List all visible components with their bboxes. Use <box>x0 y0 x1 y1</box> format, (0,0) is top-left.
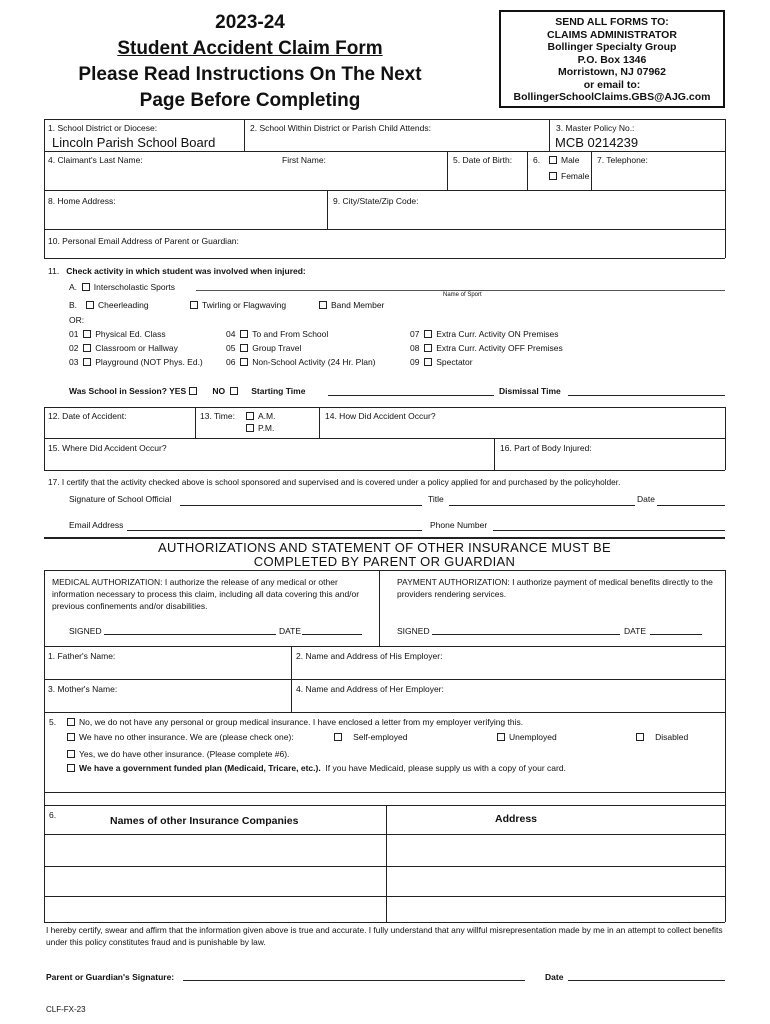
male-option[interactable] <box>549 155 579 165</box>
first-name-label: First Name: <box>282 155 326 165</box>
activity-checkbox-05[interactable] <box>240 344 248 352</box>
last-name-label: 4. Claimant's Last Name: <box>48 155 143 165</box>
official-phone-label: Phone Number <box>430 520 488 530</box>
q6-number: 6. <box>49 810 57 820</box>
send-line-1: SEND ALL FORMS TO: <box>555 16 669 28</box>
payment-signed-label: SIGNED <box>397 626 430 636</box>
last-name-field[interactable] <box>48 167 278 187</box>
or-label: OR: <box>69 315 85 325</box>
parent-date-label: Date <box>545 972 564 982</box>
sport-name-line[interactable] <box>196 290 725 291</box>
pm-option[interactable] <box>246 423 274 433</box>
instructions-line-1: Please Read Instructions On The Next <box>78 64 422 85</box>
official-email-field[interactable] <box>127 530 422 531</box>
father-name-label: 1. Father's Name: <box>48 651 116 661</box>
activity-item-09[interactable] <box>410 357 473 367</box>
form-code: CLF-FX-23 <box>46 1005 86 1014</box>
insurance-name-row-2[interactable] <box>48 869 382 893</box>
form-title: Student Accident Claim Form <box>117 38 383 59</box>
male-label: Male <box>561 155 580 165</box>
item-number: 02 <box>69 343 79 353</box>
gov-plan-checkbox[interactable] <box>67 764 75 772</box>
item-number: 09 <box>410 357 420 367</box>
official-email-label: Email Address <box>69 520 124 530</box>
gov-plan-option[interactable] <box>67 763 566 773</box>
session-row <box>69 386 305 396</box>
body-part-field[interactable] <box>500 454 721 468</box>
am-option[interactable] <box>246 411 275 421</box>
where-accident-field[interactable] <box>48 454 488 468</box>
gov-plan-label: We have a government funded plan (Medicaid, Tricare, etc.). <box>79 763 321 773</box>
am-label: A.M. <box>258 411 276 421</box>
claims-email[interactable]: BollingerSchoolClaims.GBS@AJG.com <box>513 91 711 103</box>
item-number: 05 <box>226 343 236 353</box>
city-state-zip-field[interactable] <box>333 208 721 226</box>
item-number: 06 <box>226 357 236 367</box>
father-employer-label: 2. Name and Address of His Employer: <box>296 651 443 661</box>
auth-heading-line-2: COMPLETED BY PARENT OR GUARDIAN <box>253 554 516 569</box>
telephone-field[interactable] <box>597 167 721 187</box>
official-date-label: Date <box>637 494 655 504</box>
master-policy-field[interactable]: MCB 0214239 <box>555 135 639 150</box>
father-name-field[interactable] <box>48 662 286 676</box>
accident-date-label: 12. Date of Accident: <box>48 411 127 421</box>
fraud-certification: I hereby certify, swear and affirm that the information given above is true and accurate. I fully understand that any willful misrepresentation made by me in an attempt to collect benefits under this policy constitutes fraud and is punishable by law. <box>46 925 723 947</box>
dismissal-time-label: Dismissal Time <box>499 386 561 396</box>
mother-employer-label: 4. Name and Address of Her Employer: <box>296 684 444 694</box>
activity-item-08[interactable] <box>410 343 563 353</box>
mother-name-label: 3. Mother's Name: <box>48 684 118 694</box>
send-forms-box <box>499 10 725 108</box>
parent-email-field[interactable] <box>280 232 720 252</box>
send-line-6: or email to: <box>583 78 641 91</box>
certification-17: 17. I certify that the activity checked above is school sponsored and supervised and is covered under a policy applied for and purchased by the policyholder. <box>48 477 621 487</box>
dob-field[interactable] <box>453 167 523 187</box>
insurance-name-row-1[interactable] <box>48 838 382 863</box>
father-employer-field[interactable] <box>296 662 721 676</box>
activity-label: Non-School Activity (24 Hr. Plan) <box>252 357 376 367</box>
activity-item-01[interactable] <box>69 329 166 339</box>
option-b-letter: B. <box>69 300 78 310</box>
school-attends-field[interactable] <box>250 133 545 149</box>
item-number: 03 <box>69 357 79 367</box>
item-number: 07 <box>410 329 420 339</box>
how-accident-label: 14. How Did Accident Occur? <box>325 411 436 421</box>
item-number: 01 <box>69 329 79 339</box>
accident-time-label: 13. Time: <box>200 411 235 421</box>
no-insurance-option[interactable] <box>67 717 523 727</box>
activity-section <box>48 266 306 276</box>
item-number: 04 <box>226 329 236 339</box>
yes-other-insurance-checkbox[interactable] <box>67 750 75 758</box>
activity-label: Physical Ed. Class <box>95 329 166 339</box>
payment-signed-field[interactable] <box>432 634 620 635</box>
payment-authorization-text: PAYMENT AUTHORIZATION: I authorize payment of medical benefits directly to the providers rendering services. <box>397 577 713 599</box>
telephone-label: 7. Telephone: <box>597 155 648 165</box>
starting-time-field[interactable] <box>328 395 494 396</box>
activity-label: Classroom or Hallway <box>95 343 178 353</box>
no-insurance-checkbox[interactable] <box>67 718 75 726</box>
activity-checkbox-01[interactable] <box>83 330 91 338</box>
activity-item-04[interactable] <box>226 329 328 339</box>
unemployed-option[interactable] <box>497 732 557 742</box>
band-option[interactable] <box>319 300 384 310</box>
insurance-address-row-3[interactable] <box>390 899 721 919</box>
dob-label: 5. Date of Birth: <box>453 155 513 165</box>
medical-date-field[interactable] <box>302 634 362 635</box>
activity-item-06[interactable] <box>226 357 376 367</box>
form-year: 2023-24 <box>215 12 285 33</box>
dismissal-time-field[interactable] <box>568 395 725 396</box>
school-official-sig-label: Signature of School Official <box>69 494 172 504</box>
activity-item-03[interactable] <box>69 357 203 367</box>
school-official-sig-field[interactable] <box>180 505 422 506</box>
activity-item-05[interactable] <box>226 343 301 353</box>
school-district-field[interactable]: Lincoln Parish School Board <box>52 135 216 150</box>
insurance-names-header: Names of other Insurance Companies <box>110 815 299 827</box>
activity-item-07[interactable] <box>410 329 559 339</box>
activity-label: Spectator <box>436 357 473 367</box>
payment-date-label: DATE <box>624 626 647 636</box>
starting-time-label: Starting Time <box>251 386 306 396</box>
activity-checkbox-02[interactable] <box>83 344 91 352</box>
body-part-label: 16. Part of Body Injured: <box>500 443 592 453</box>
master-policy-label: 3. Master Policy No.: <box>556 123 635 133</box>
medicaid-note: If you have Medicaid, please supply us with a copy of your card. <box>325 763 566 773</box>
activity-checkbox-06[interactable] <box>240 358 248 366</box>
interscholastic-label: Interscholastic Sports <box>93 282 176 292</box>
cheerleading-option[interactable] <box>86 300 149 310</box>
unemployed-label: Unemployed <box>509 732 557 742</box>
parent-signature-label: Parent or Guardian's Signature: <box>46 972 175 982</box>
activity-label: Extra Curr. Activity ON Premises <box>436 329 559 339</box>
school-district-label: 1. School District or Diocese: <box>48 123 158 133</box>
send-line-3: Bollinger Specialty Group <box>547 41 677 53</box>
form-header <box>30 10 470 114</box>
official-phone-field[interactable] <box>493 530 725 531</box>
activity-label: To and From School <box>252 329 329 339</box>
twirling-checkbox[interactable] <box>190 301 198 309</box>
gender-label: 6. <box>533 155 541 165</box>
twirling-label: Twirling or Flagwaving <box>202 300 287 310</box>
school-attends-label: 2. School Within District or Parish Child Attends: <box>250 123 431 133</box>
band-checkbox[interactable] <box>319 301 327 309</box>
send-line-5: Morristown, NJ 07962 <box>558 66 666 78</box>
parent-email-label: 10. Personal Email Address of Parent or Guardian: <box>48 236 239 246</box>
interscholastic-checkbox[interactable] <box>82 283 90 291</box>
pm-checkbox[interactable] <box>246 424 254 432</box>
medical-authorization-text: MEDICAL AUTHORIZATION: I authorize the release of any medical or other information necessary to process this claim, including all data covering this and/or previous confinements and/or disabilities. <box>52 577 360 611</box>
parent-date-field[interactable] <box>568 980 725 981</box>
insurance-name-row-3[interactable] <box>48 899 382 919</box>
pm-label: P.M. <box>258 423 275 433</box>
payment-date-field[interactable] <box>650 634 702 635</box>
female-option[interactable] <box>549 171 589 181</box>
official-title-field[interactable] <box>449 505 635 506</box>
self-employed-checkbox[interactable] <box>334 733 342 741</box>
name-of-sport-caption: Name of Sport <box>443 292 482 298</box>
insurance-address-row-1[interactable] <box>390 838 721 863</box>
activity-label: Extra Curr. Activity OFF Premises <box>436 343 563 353</box>
mother-employer-field[interactable] <box>296 695 721 709</box>
no-other-insurance-checkbox[interactable] <box>67 733 75 741</box>
option-a[interactable] <box>69 282 175 292</box>
no-other-insurance-label: We have no other insurance. We are (please check one): <box>79 732 294 742</box>
medical-signed-label: SIGNED <box>69 626 102 636</box>
cheerleading-label: Cheerleading <box>98 300 149 310</box>
no-other-insurance-option[interactable] <box>67 732 294 742</box>
band-label: Band Member <box>331 300 385 310</box>
option-a-letter: A. <box>69 282 78 292</box>
accident-date-field[interactable] <box>48 422 191 436</box>
am-checkbox[interactable] <box>246 412 254 420</box>
insurance-address-header: Address <box>495 813 538 825</box>
how-accident-field[interactable] <box>325 422 721 436</box>
insurance-address-row-2[interactable] <box>390 869 721 893</box>
unemployed-checkbox[interactable] <box>497 733 505 741</box>
yes-other-insurance-label: Yes, we do have other insurance. (Please complete #6). <box>79 749 290 759</box>
instructions-line-2: Page Before Completing <box>139 90 361 111</box>
home-address-label: 8. Home Address: <box>48 196 116 206</box>
where-accident-label: 15. Where Did Accident Occur? <box>48 443 167 453</box>
session-no-label: NO <box>212 386 226 396</box>
self-employed-option[interactable] <box>334 732 407 742</box>
disabled-label: Disabled <box>655 732 689 742</box>
cheerleading-checkbox[interactable] <box>86 301 94 309</box>
activity-checkbox-03[interactable] <box>83 358 91 366</box>
mother-name-field[interactable] <box>48 695 286 709</box>
activity-checkbox-04[interactable] <box>240 330 248 338</box>
session-yes-checkbox[interactable] <box>189 387 197 395</box>
yes-other-insurance-option[interactable] <box>67 749 289 759</box>
q5-number: 5. <box>49 717 57 727</box>
male-checkbox[interactable] <box>549 156 557 164</box>
twirling-option[interactable] <box>190 300 286 310</box>
female-checkbox[interactable] <box>549 172 557 180</box>
first-name-field[interactable] <box>282 167 442 187</box>
medical-date-label: DATE <box>279 626 302 636</box>
activity-label: Group Travel <box>252 343 302 353</box>
female-label: Female <box>561 171 590 181</box>
medical-signed-field[interactable] <box>104 634 276 635</box>
official-title-label: Title <box>428 494 444 504</box>
auth-heading <box>44 541 725 569</box>
activity-item-02[interactable] <box>69 343 178 353</box>
send-line-2: CLAIMS ADMINISTRATOR <box>547 28 677 41</box>
auth-heading-line-1: AUTHORIZATIONS AND STATEMENT OF OTHER INSURANCE MUST BE <box>158 540 611 555</box>
session-question: Was School in Session? YES <box>69 386 187 396</box>
session-no-checkbox[interactable] <box>230 387 238 395</box>
activity-checkbox-09[interactable] <box>424 358 432 366</box>
self-employed-label: Self-employed <box>353 732 408 742</box>
activity-number: 11. <box>48 266 60 276</box>
send-line-4: P.O. Box 1346 <box>577 53 647 66</box>
home-address-field[interactable] <box>48 208 323 226</box>
item-number: 08 <box>410 343 420 353</box>
activity-checkbox-08[interactable] <box>424 344 432 352</box>
activity-heading: Check activity in which student was involved when injured: <box>66 266 306 276</box>
no-insurance-label: No, we do not have any personal or group medical insurance. I have enclosed a letter from my employer verifying this. <box>79 717 524 727</box>
city-state-zip-label: 9. City/State/Zip Code: <box>333 196 419 206</box>
activity-label: Playground (NOT Phys. Ed.) <box>95 357 203 367</box>
parent-signature-field[interactable] <box>183 980 525 981</box>
disabled-checkbox[interactable] <box>636 733 644 741</box>
official-date-field[interactable] <box>657 505 725 506</box>
disabled-option[interactable] <box>636 732 688 742</box>
activity-checkbox-07[interactable] <box>424 330 432 338</box>
